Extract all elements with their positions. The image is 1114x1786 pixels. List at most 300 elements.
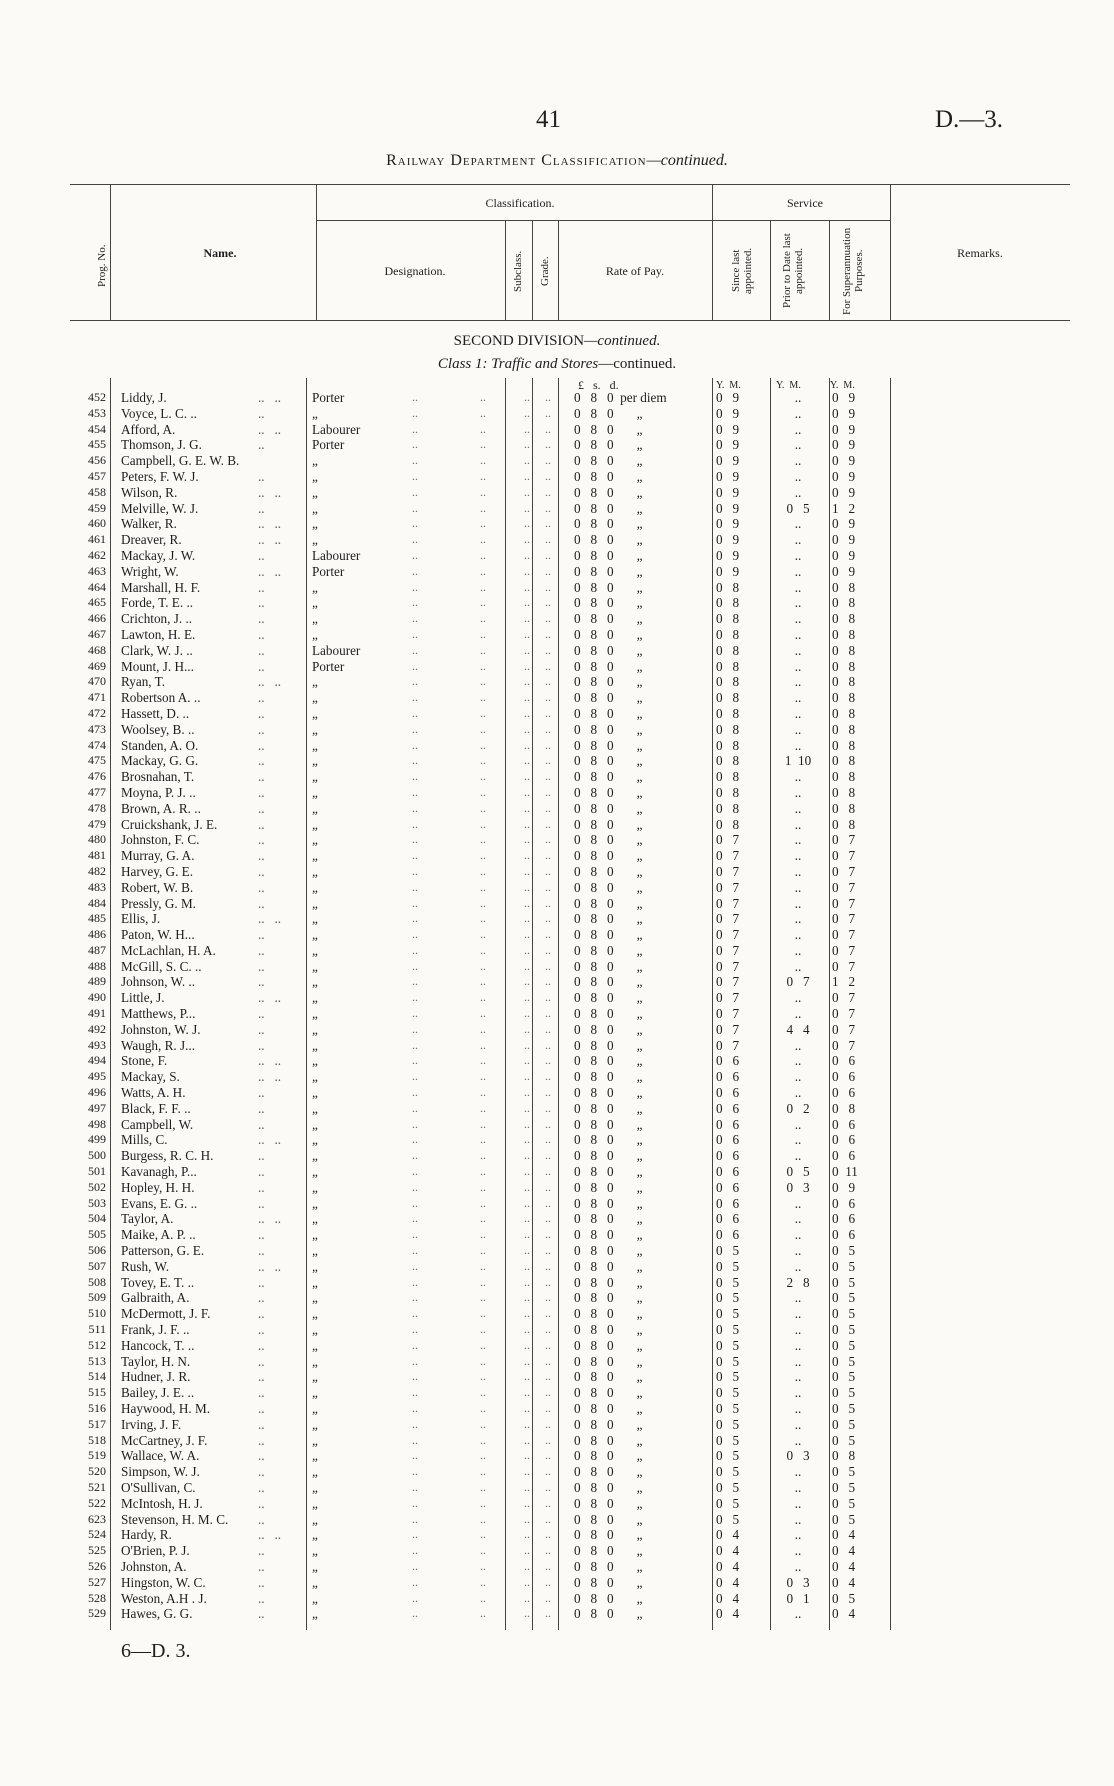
table-row [0, 580, 1114, 596]
designation: „ [312, 942, 318, 958]
superannuation-service: 0 8 [832, 595, 856, 611]
prog-no: 495 [88, 1069, 106, 1084]
rate-of-pay: 0 8 0 „ [574, 1211, 643, 1227]
prog-no: 498 [88, 1116, 106, 1131]
since-last-appointed: 0 6 [716, 1195, 740, 1211]
leader-dots: .. [524, 784, 530, 799]
leader-dots: .. [480, 1353, 486, 1368]
name-leader-dots: .. [258, 1479, 265, 1495]
leader-dots: .. [412, 990, 418, 1005]
name-leader-dots: .. [258, 1290, 265, 1306]
name-leader-dots: .. [258, 1385, 265, 1401]
prog-no: 458 [88, 484, 106, 499]
rate-of-pay: 0 8 0 „ [574, 1479, 643, 1495]
superannuation-service: 1 2 [832, 974, 856, 990]
superannuation-service: 0 6 [832, 1227, 856, 1243]
leader-dots: .. [412, 1306, 418, 1321]
since-last-appointed: 0 5 [716, 1306, 740, 1322]
superannuation-service: 0 5 [832, 1590, 856, 1606]
name-leader-dots: .. [258, 642, 265, 658]
superannuation-service: 0 8 [832, 690, 856, 706]
superannuation-service: 0 9 [832, 390, 856, 405]
service-rule [712, 220, 890, 221]
prior-to-date: .. [794, 1353, 802, 1369]
prior-to-date: .. [794, 1211, 802, 1227]
employee-name: Liddy, J. [121, 390, 167, 405]
leader-dots: .. [412, 895, 418, 910]
leader-dots: .. [480, 832, 486, 847]
designation: „ [312, 1511, 318, 1527]
since-last-appointed: 0 4 [716, 1606, 740, 1622]
rate-of-pay: 0 8 0 „ [574, 484, 643, 500]
designation: „ [312, 484, 318, 500]
leader-dots: .. [480, 895, 486, 910]
employee-name: Hancock, T. .. [121, 1337, 195, 1353]
leader-dots: .. [480, 879, 486, 894]
leader-dots: .. [480, 958, 486, 973]
since-last-appointed: 0 4 [716, 1574, 740, 1590]
footer-signature: 6—D. 3. [121, 1640, 191, 1662]
leader-dots: .. [545, 705, 551, 720]
name-leader-dots: .. [258, 863, 265, 879]
leader-dots: .. [524, 1148, 530, 1163]
table-row [0, 1322, 1114, 1338]
leader-dots: .. [412, 674, 418, 689]
designation: Labourer [312, 421, 361, 437]
employee-name: O'Sullivan, C. [121, 1479, 196, 1495]
prior-to-date: 2 8 [786, 1274, 810, 1290]
rate-of-pay: 0 8 0 „ [574, 737, 643, 753]
leader-dots: .. [480, 1069, 486, 1084]
leader-dots: .. [480, 753, 486, 768]
leader-dots: .. [545, 1274, 551, 1289]
prog-no: 471 [88, 690, 106, 705]
name-leader-dots: .. [258, 1195, 265, 1211]
leader-dots: .. [412, 563, 418, 578]
superannuation-service: 1 2 [832, 500, 856, 516]
superannuation-service: 0 7 [832, 927, 856, 943]
prior-to-date: .. [794, 626, 802, 642]
col-subclass: Subclass. [512, 250, 524, 292]
designation: „ [312, 974, 318, 990]
superannuation-service: 0 8 [832, 626, 856, 642]
leader-dots: .. [524, 658, 530, 673]
name-leader-dots: .. [258, 690, 265, 706]
superannuation-service: 0 5 [832, 1274, 856, 1290]
leader-dots: .. [524, 1116, 530, 1131]
rate-of-pay: 0 8 0 „ [574, 1021, 643, 1037]
superannuation-service: 0 8 [832, 769, 856, 785]
prog-no: 513 [88, 1353, 106, 1368]
leader-dots: .. [412, 1495, 418, 1510]
leader-dots: .. [412, 1148, 418, 1163]
leader-dots: .. [480, 705, 486, 720]
since-last-appointed: 0 9 [716, 547, 740, 563]
employee-name: Brown, A. R. .. [121, 800, 201, 816]
designation: „ [312, 800, 318, 816]
employee-name: Bailey, J. E. .. [121, 1385, 195, 1401]
table-row [0, 927, 1114, 943]
leader-dots: .. [412, 1006, 418, 1021]
prior-to-date: .. [794, 516, 802, 532]
since-last-appointed: 0 7 [716, 958, 740, 974]
superannuation-service: 0 6 [832, 1085, 856, 1101]
rate-of-pay: 0 8 0 „ [574, 563, 643, 579]
designation: „ [312, 705, 318, 721]
table-row [0, 801, 1114, 817]
leader-dots: .. [545, 1164, 551, 1179]
designation: „ [312, 1590, 318, 1606]
prior-to-date: .. [794, 1527, 802, 1543]
leader-dots: .. [480, 769, 486, 784]
designation: „ [312, 1322, 318, 1338]
leader-dots: .. [480, 611, 486, 626]
name-leader-dots: .. [258, 1037, 265, 1053]
prior-to-date: .. [794, 563, 802, 579]
designation: „ [312, 1085, 318, 1101]
leader-dots: .. [412, 911, 418, 926]
since-last-appointed: 0 5 [716, 1432, 740, 1448]
prog-no: 484 [88, 895, 106, 910]
prior-to-date: .. [794, 927, 802, 943]
name-leader-dots: .. [258, 895, 265, 911]
leader-dots: .. [545, 942, 551, 957]
since-last-appointed: 0 7 [716, 990, 740, 1006]
leader-dots: .. [480, 595, 486, 610]
name-leader-dots: .. [258, 579, 265, 595]
prog-no: 517 [88, 1416, 106, 1431]
designation: „ [312, 1037, 318, 1053]
leader-dots: .. [545, 990, 551, 1005]
table-row [0, 1606, 1114, 1622]
name-leader-dots: .. [258, 1369, 265, 1385]
employee-name: Harvey, G. E. [121, 863, 194, 879]
leader-dots: .. [412, 1100, 418, 1115]
prog-no: 514 [88, 1369, 106, 1384]
table-row [0, 1180, 1114, 1196]
since-last-appointed: 0 5 [716, 1290, 740, 1306]
name-leader-dots: .. [258, 1558, 265, 1574]
superannuation-service: 0 5 [832, 1511, 856, 1527]
table-row [0, 516, 1114, 532]
leader-dots: .. [412, 769, 418, 784]
leader-dots: .. [480, 927, 486, 942]
leader-dots: .. [524, 1243, 530, 1258]
title-suffix: —continued. [646, 152, 728, 169]
name-leader-dots: .. [258, 927, 265, 943]
rate-of-pay: 0 8 0 „ [574, 769, 643, 785]
prog-no: 502 [88, 1179, 106, 1194]
leader-dots: .. [412, 832, 418, 847]
rate-of-pay: 0 8 0 „ [574, 832, 643, 848]
since-last-appointed: 0 5 [716, 1385, 740, 1401]
prog-no: 479 [88, 816, 106, 831]
leader-dots: .. [524, 1164, 530, 1179]
leader-dots: .. [545, 1322, 551, 1337]
leader-dots: .. [524, 642, 530, 657]
employee-name: Hingston, W. C. [121, 1574, 206, 1590]
leader-dots: .. [412, 642, 418, 657]
rate-of-pay: 0 8 0 „ [574, 642, 643, 658]
table-row [0, 706, 1114, 722]
leader-dots: .. [524, 1432, 530, 1447]
employee-name: Robertson A. .. [121, 690, 201, 706]
leader-dots: .. [480, 1132, 486, 1147]
col-remarks: Remarks. [957, 246, 1003, 260]
superannuation-service: 0 5 [832, 1258, 856, 1274]
leader-dots: .. [412, 690, 418, 705]
superannuation-service: 0 9 [832, 437, 856, 453]
prog-no: 494 [88, 1053, 106, 1068]
employee-name: Moyna, P. J. .. [121, 784, 196, 800]
name-leader-dots: .. .. [258, 1527, 282, 1543]
since-last-appointed: 0 5 [716, 1243, 740, 1259]
superannuation-service: 0 8 [832, 579, 856, 595]
leader-dots: .. [412, 942, 418, 957]
table-row [0, 1385, 1114, 1401]
designation: „ [312, 832, 318, 848]
leader-dots: .. [480, 642, 486, 657]
designation: „ [312, 1274, 318, 1290]
superannuation-service: 0 9 [832, 1179, 856, 1195]
rate-of-pay: 0 8 0 „ [574, 421, 643, 437]
rate-of-pay: 0 8 0 „ [574, 974, 643, 990]
prior-to-date: .. [794, 658, 802, 674]
since-last-appointed: 0 6 [716, 1100, 740, 1116]
rate-of-pay: 0 8 0 „ [574, 437, 643, 453]
superannuation-service: 0 8 [832, 784, 856, 800]
rate-of-pay: 0 8 0 „ [574, 1353, 643, 1369]
superannuation-service: 0 6 [832, 1195, 856, 1211]
leader-dots: .. [480, 658, 486, 673]
leader-dots: .. [412, 1369, 418, 1384]
leader-dots: .. [524, 674, 530, 689]
leader-dots: .. [480, 1432, 486, 1447]
prog-no: 461 [88, 532, 106, 547]
prior-to-date: .. [794, 1037, 802, 1053]
leader-dots: .. [480, 721, 486, 736]
rate-of-pay: 0 8 0 „ [574, 500, 643, 516]
name-leader-dots: .. [258, 595, 265, 611]
superannuation-service: 0 6 [832, 1069, 856, 1085]
leader-dots: .. [480, 1558, 486, 1573]
superannuation-service: 0 8 [832, 642, 856, 658]
prior-to-date: .. [794, 532, 802, 548]
designation: „ [312, 753, 318, 769]
table-row [0, 943, 1114, 959]
table-row [0, 1227, 1114, 1243]
employee-name: Walker, R. [121, 516, 177, 532]
prog-no: 460 [88, 516, 106, 531]
leader-dots: .. [545, 1432, 551, 1447]
leader-dots: .. [524, 911, 530, 926]
leader-dots: .. [480, 1021, 486, 1036]
leader-dots: .. [412, 1274, 418, 1289]
leader-dots: .. [480, 1037, 486, 1052]
name-leader-dots: .. [258, 1574, 265, 1590]
table-row [0, 1117, 1114, 1133]
leader-dots: .. [545, 816, 551, 831]
employee-name: Rush, W. [121, 1258, 170, 1274]
since-last-appointed: 0 9 [716, 500, 740, 516]
since-last-appointed: 0 4 [716, 1543, 740, 1559]
employee-name: Crichton, J. .. [121, 611, 193, 627]
superannuation-service: 0 7 [832, 895, 856, 911]
rate-of-pay: 0 8 0 „ [574, 1069, 643, 1085]
prior-to-date: .. [794, 1290, 802, 1306]
designation: Porter [312, 390, 345, 405]
prior-to-date: 4 4 [786, 1021, 810, 1037]
leader-dots: .. [545, 1337, 551, 1352]
prog-no: 493 [88, 1037, 106, 1052]
table-row [0, 1433, 1114, 1449]
designation: „ [312, 863, 318, 879]
prog-no: 483 [88, 879, 106, 894]
leader-dots: .. [480, 1148, 486, 1163]
leader-dots: .. [412, 500, 418, 515]
prior-to-date: .. [794, 405, 802, 421]
leader-dots: .. [524, 1527, 530, 1542]
name-leader-dots: .. .. [258, 516, 282, 532]
designation: „ [312, 1148, 318, 1164]
leader-dots: .. [545, 1558, 551, 1573]
leader-dots: .. [524, 1464, 530, 1479]
employee-name: Forde, T. E. .. [121, 595, 194, 611]
leader-dots: .. [545, 1053, 551, 1068]
table-row [0, 643, 1114, 659]
name-leader-dots: .. [258, 1243, 265, 1259]
leader-dots: .. [412, 1511, 418, 1526]
since-last-appointed: 0 8 [716, 658, 740, 674]
rate-of-pay: 0 8 0 „ [574, 1195, 643, 1211]
since-last-appointed: 0 8 [716, 769, 740, 785]
name-leader-dots: .. [258, 1021, 265, 1037]
designation: „ [312, 1243, 318, 1259]
name-leader-dots: .. [258, 658, 265, 674]
leader-dots: .. [545, 484, 551, 499]
prior-to-date: .. [794, 769, 802, 785]
prior-to-date: .. [794, 421, 802, 437]
employee-name: Voyce, L. C. .. [121, 405, 197, 421]
designation: Porter [312, 437, 345, 453]
leader-dots: .. [412, 453, 418, 468]
employee-name: Ryan, T. [121, 674, 166, 690]
name-leader-dots: .. .. [258, 532, 282, 548]
table-row [0, 690, 1114, 706]
designation: „ [312, 579, 318, 595]
prior-to-date: .. [794, 1258, 802, 1274]
employee-name: Stevenson, H. M. C. [121, 1511, 229, 1527]
table-row [0, 1243, 1114, 1259]
rate-of-pay: 0 8 0 „ [574, 927, 643, 943]
prior-to-date: .. [794, 1322, 802, 1338]
table-row [0, 627, 1114, 643]
employee-name: O'Brien, P. J. [121, 1543, 190, 1559]
table-row [0, 817, 1114, 833]
superannuation-service: 0 5 [832, 1385, 856, 1401]
leader-dots: .. [545, 1116, 551, 1131]
leader-dots: .. [480, 1606, 486, 1621]
since-last-appointed: 0 9 [716, 390, 740, 405]
leader-dots: .. [524, 1021, 530, 1036]
leader-dots: .. [412, 437, 418, 452]
designation: „ [312, 1353, 318, 1369]
prior-to-date: .. [794, 437, 802, 453]
section-title-main: SECOND DIVISION [453, 333, 585, 349]
designation: „ [312, 1401, 318, 1416]
rate-of-pay: 0 8 0 „ [574, 532, 643, 548]
designation: „ [312, 1258, 318, 1274]
designation: „ [312, 690, 318, 706]
leader-dots: .. [545, 1100, 551, 1115]
table-row [0, 1338, 1114, 1354]
leader-dots: .. [524, 1274, 530, 1289]
leader-dots: .. [412, 1179, 418, 1194]
designation: „ [312, 595, 318, 611]
designation: „ [312, 468, 318, 484]
rate-of-pay: 0 8 0 „ [574, 1416, 643, 1432]
leader-dots: .. [524, 468, 530, 483]
name-leader-dots: .. .. [258, 1053, 282, 1069]
prog-no: 519 [88, 1448, 106, 1463]
leader-dots: .. [480, 1448, 486, 1463]
designation: Labourer [312, 642, 361, 658]
name-leader-dots: .. [258, 611, 265, 627]
rate-of-pay: 0 8 0 „ [574, 1290, 643, 1306]
table-row [0, 469, 1114, 485]
table-row [0, 1259, 1114, 1275]
employee-name: Pressly, G. M. [121, 895, 196, 911]
rate-of-pay: 0 8 0 „ [574, 784, 643, 800]
name-leader-dots: .. [258, 1543, 265, 1559]
employee-name: Lawton, H. E. [121, 626, 196, 642]
leader-dots: .. [524, 1606, 530, 1621]
leader-dots: .. [545, 753, 551, 768]
leader-dots: .. [545, 1543, 551, 1558]
prog-no: 452 [88, 390, 106, 404]
prog-no: 466 [88, 611, 106, 626]
leader-dots: .. [545, 1037, 551, 1052]
name-leader-dots: .. [258, 1401, 265, 1416]
prior-to-date: .. [794, 1432, 802, 1448]
leader-dots: .. [545, 626, 551, 641]
since-last-appointed: 0 8 [716, 690, 740, 706]
since-last-appointed: 0 8 [716, 705, 740, 721]
leader-dots: .. [480, 500, 486, 515]
designation: „ [312, 1369, 318, 1385]
prior-to-date: 1 10 [784, 753, 812, 769]
leader-dots: .. [480, 421, 486, 436]
leader-dots: .. [545, 1211, 551, 1226]
rate-of-pay: 0 8 0 „ [574, 516, 643, 532]
units-super: Y. M. [830, 380, 855, 391]
leader-dots: .. [412, 405, 418, 420]
leader-dots: .. [524, 1416, 530, 1431]
leader-dots: .. [412, 611, 418, 626]
leader-dots: .. [524, 1479, 530, 1494]
employee-name: Evans, E. G. .. [121, 1195, 198, 1211]
rate-of-pay: 0 8 0 „ [574, 911, 643, 927]
staff-table [0, 390, 1114, 1622]
designation: „ [312, 405, 318, 421]
superannuation-service: 0 5 [832, 1322, 856, 1338]
leader-dots: .. [480, 405, 486, 420]
leader-dots: .. [480, 1053, 486, 1068]
section-subtitle [0, 356, 1114, 373]
employee-name: Cruickshank, J. E. [121, 816, 218, 832]
employee-name: Woolsey, B. .. [121, 721, 195, 737]
employee-name: Mills, C. [121, 1132, 168, 1148]
